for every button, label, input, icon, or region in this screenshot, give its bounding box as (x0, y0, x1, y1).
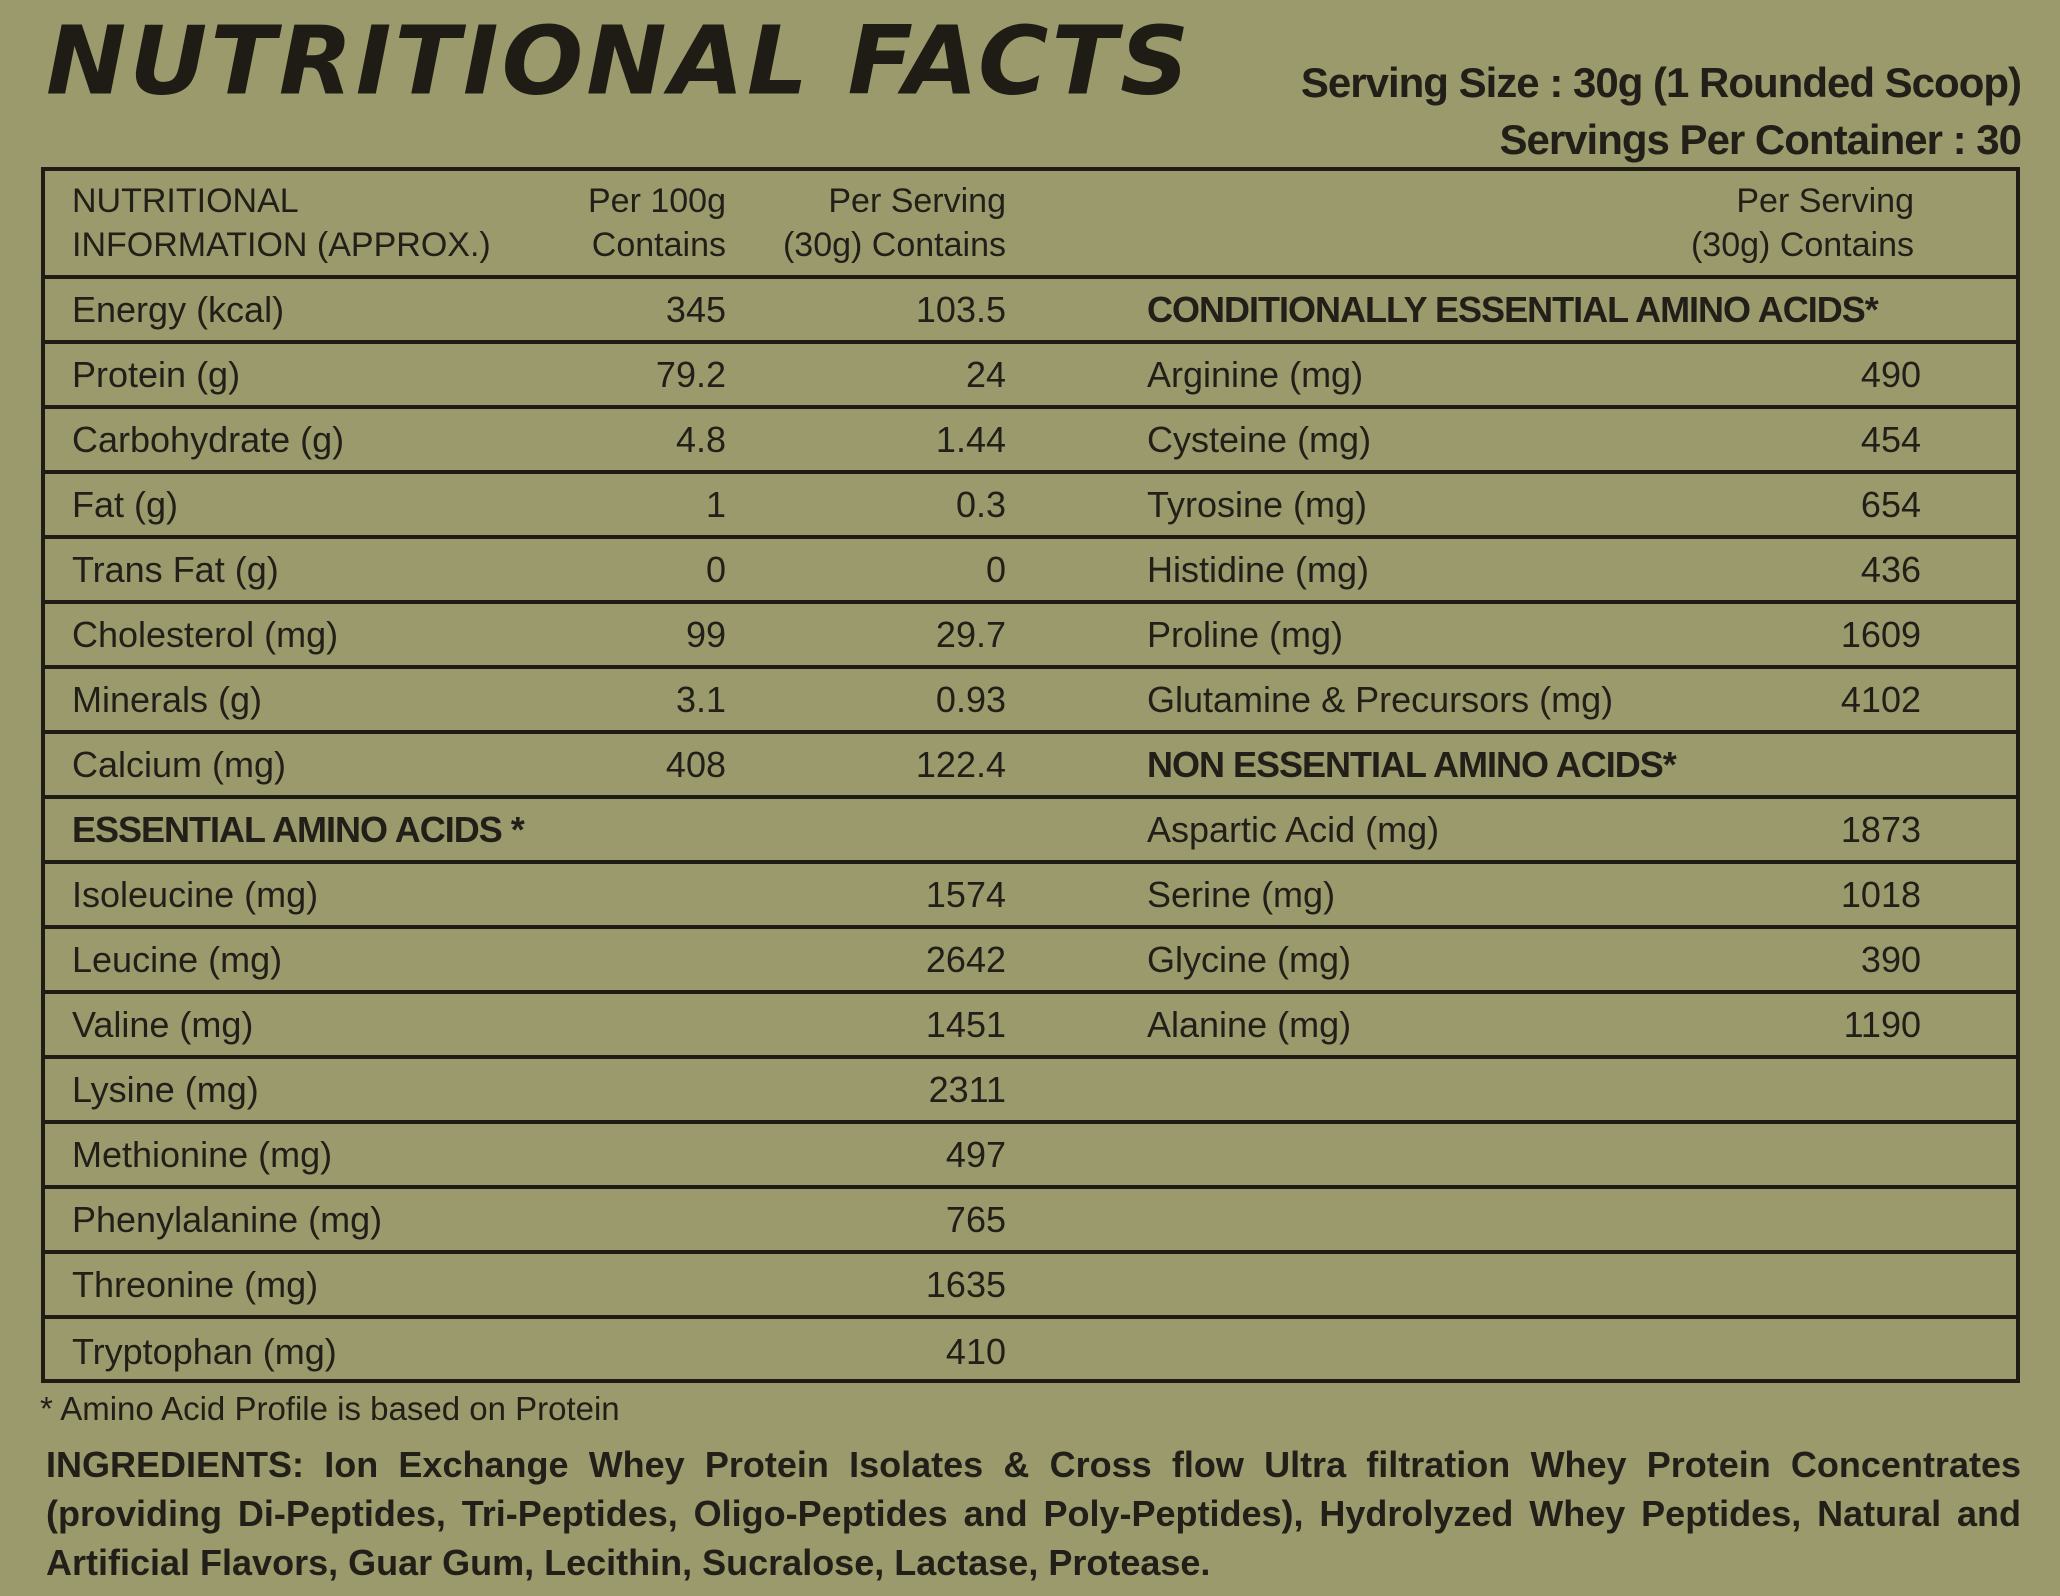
table-header-row (45, 171, 2016, 279)
header-perserving-col: Per Serving (30g) Contains (782, 182, 1006, 264)
table-row (45, 1254, 2016, 1319)
amino-acid-value: 1873 (1840, 808, 1921, 850)
per-100g-value: 345 (665, 288, 726, 330)
nutrient-name: Energy (kcal) (72, 288, 285, 330)
amino-acid-name: NON ESSENTIAL AMINO ACIDS* (1147, 743, 1676, 785)
table-row (45, 994, 2016, 1059)
per-serving-value: 2642 (925, 938, 1006, 980)
nutrient-name: ESSENTIAL AMINO ACIDS * (72, 808, 524, 850)
nutrient-name: Cholesterol (mg) (72, 613, 339, 655)
per-serving-value: 122.4 (915, 743, 1006, 785)
table-row (45, 1319, 2016, 1384)
per-serving-value: 24 (965, 353, 1006, 395)
amino-acid-name: Arginine (mg) (1147, 353, 1364, 395)
amino-acid-value: 1018 (1840, 873, 1921, 915)
amino-acid-value: 436 (1860, 548, 1921, 590)
table-row (45, 539, 2016, 604)
per-serving-value: 1451 (925, 1003, 1006, 1045)
table-row (45, 474, 2016, 539)
amino-acid-value: 654 (1860, 483, 1921, 525)
per-100g-value: 0 (705, 548, 726, 590)
amino-acid-value: 454 (1860, 418, 1921, 460)
header-perserving-col-right: Per Serving (30g) Contains (1690, 182, 1914, 264)
per-100g-value: 79.2 (655, 353, 726, 395)
amino-acid-name: Cysteine (mg) (1147, 418, 1372, 460)
amino-acid-name: Proline (mg) (1147, 613, 1344, 655)
amino-acid-value: 390 (1860, 938, 1921, 980)
per-serving-value: 0.93 (935, 678, 1006, 720)
table-row (45, 1124, 2016, 1189)
per-serving-value: 0.3 (955, 483, 1006, 525)
amino-acid-value: 490 (1860, 353, 1921, 395)
per-serving-value: 1635 (925, 1263, 1006, 1305)
table-row (45, 1059, 2016, 1124)
nutrition-table (41, 167, 2020, 1383)
per-serving-value: 2311 (928, 1068, 1006, 1110)
nutrient-name: Threonine (mg) (72, 1263, 319, 1305)
nutrient-name: Valine (mg) (72, 1003, 254, 1045)
header-nutrient-col: NUTRITIONAL INFORMATION (APPROX.) (72, 182, 491, 264)
amino-acid-name: Glycine (mg) (1147, 938, 1352, 980)
nutrient-name: Methionine (mg) (72, 1133, 333, 1175)
table-row (45, 929, 2016, 994)
nutrient-name: Lysine (mg) (72, 1068, 259, 1110)
page-title: NUTRITIONAL FACTS (46, 6, 1193, 116)
amino-acid-name: CONDITIONALLY ESSENTIAL AMINO ACIDS* (1147, 288, 1878, 330)
table-row (45, 279, 2016, 344)
nutrient-name: Isoleucine (mg) (72, 873, 319, 915)
amino-acid-name: Glutamine & Precursors (mg) (1147, 678, 1614, 720)
per-serving-value: 497 (945, 1133, 1006, 1175)
serving-info (1301, 54, 2021, 168)
per-serving-value: 0 (985, 548, 1006, 590)
nutrient-name: Protein (g) (72, 353, 241, 395)
nutrient-name: Trans Fat (g) (72, 548, 279, 590)
table-row (45, 1189, 2016, 1254)
per-100g-value: 99 (685, 613, 726, 655)
per-100g-value: 1 (705, 483, 726, 525)
per-serving-value: 29.7 (935, 613, 1006, 655)
nutrient-name: Leucine (mg) (72, 938, 283, 980)
nutrient-name: Phenylalanine (mg) (72, 1198, 383, 1240)
serving-size: Serving Size : 30g (1 Rounded Scoop) (1300, 59, 2021, 106)
per-serving-value: 410 (945, 1330, 1006, 1372)
nutrient-name: Minerals (g) (72, 678, 263, 720)
header-per100g-col: Per 100g Contains (588, 182, 726, 264)
per-serving-value: 765 (945, 1198, 1006, 1240)
per-serving-value: 1574 (925, 873, 1006, 915)
table-row (45, 799, 2016, 864)
table-row (45, 409, 2016, 474)
nutrient-name: Fat (g) (72, 483, 179, 525)
nutrient-name: Carbohydrate (g) (72, 418, 345, 460)
footnote: * Amino Acid Profile is based on Protein (40, 1390, 620, 1427)
amino-acid-name: Alanine (mg) (1147, 1003, 1352, 1045)
amino-acid-value: 4102 (1840, 678, 1921, 720)
nutrient-name: Tryptophan (mg) (72, 1330, 337, 1372)
servings-per-container: Servings Per Container : 30 (1499, 116, 2021, 163)
table-row (45, 864, 2016, 929)
amino-acid-name: Serine (mg) (1147, 873, 1336, 915)
amino-acid-value: 1609 (1840, 613, 1921, 655)
per-100g-value: 4.8 (675, 418, 726, 460)
table-row (45, 734, 2016, 799)
table-row (45, 344, 2016, 409)
per-100g-value: 3.1 (675, 678, 726, 720)
amino-acid-value: 1190 (1843, 1003, 1921, 1045)
amino-acid-name: Histidine (mg) (1147, 548, 1370, 590)
amino-acid-name: Tyrosine (mg) (1147, 483, 1368, 525)
ingredients: INGREDIENTS: Ion Exchange Whey Protein Isolates & Cross flow Ultra filtration Whey Protein Concentrates (providing Di-Peptides, Tri-Peptides, Oligo-Peptides and Poly-Peptides), Hydrolyzed Whey Peptides, Natural and Artificial Flavors, Guar Gum, Lecithin, Sucralose, Lactase, Protease. (46, 1444, 2021, 1583)
per-100g-value: 408 (665, 743, 726, 785)
amino-acid-name: Aspartic Acid (mg) (1147, 808, 1440, 850)
nutrient-name: Calcium (mg) (72, 743, 287, 785)
table-row (45, 604, 2016, 669)
per-serving-value: 1.44 (935, 418, 1006, 460)
per-serving-value: 103.5 (915, 288, 1006, 330)
table-row (45, 669, 2016, 734)
